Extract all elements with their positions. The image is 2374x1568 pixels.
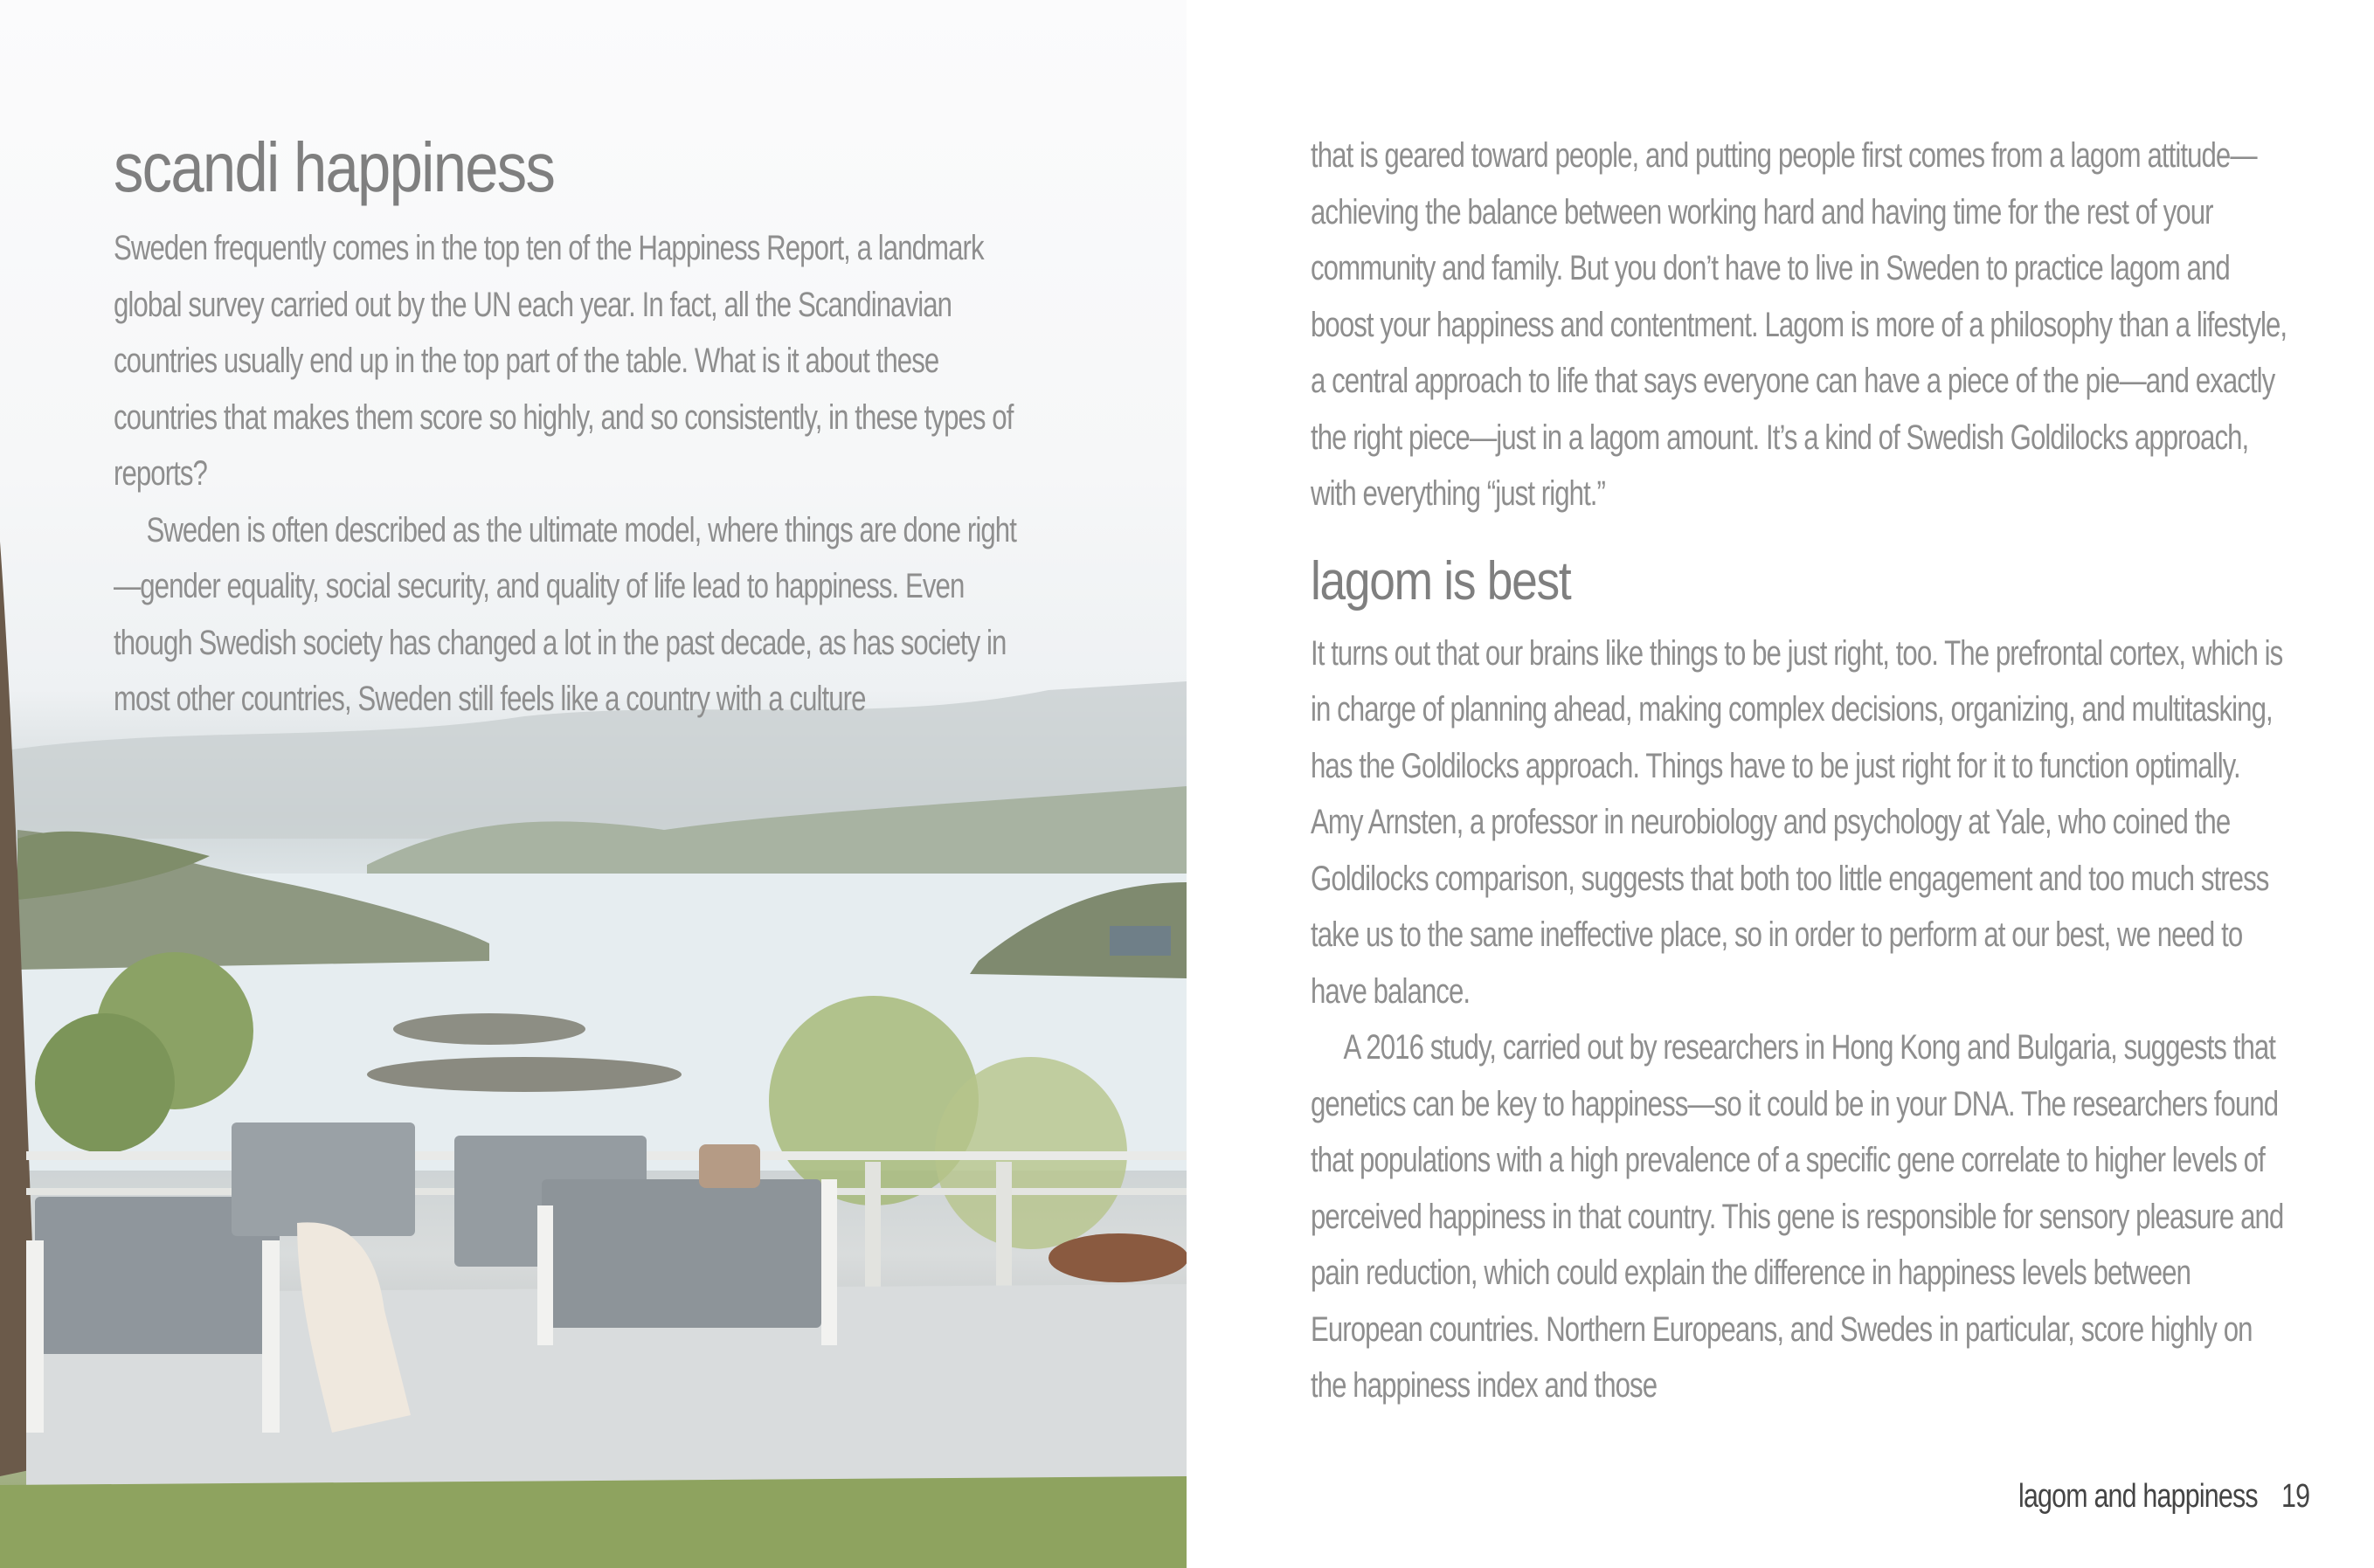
left-paragraph-2: Sweden is often described as the ultimate model, where things are done right—gender equality, social security, and quality of life lead to happiness. Even though Swedish society has changed a lot in the past decade, as has society in most other countries, Sweden still feels like a country with a culture [114, 510, 1016, 718]
left-paragraph-1: Sweden frequently comes in the top ten of the Happiness Report, a landmark global survey carried out by the UN each year. In fact, all the Scandinavian countries usually end up in the top part of the table. What is it about these countries that makes them score so highly, and so consistently, in these types of reports? [114, 229, 1014, 493]
right-paragraph-2: A 2016 study, carried out by researchers in Hong Kong and Bulgaria, suggests that genetics can be key to happiness—so it could be in your DNA. The researchers found that populations with a high prevalence of a specific gene correlate to higher levels of perceived happiness in that country. This gene is responsible for sensory pleasure and pain reduction, which could explain the difference in happiness levels between European countries. Northern Europeans, and Swedes in particular, score highly on the happiness index and those [1311, 1028, 2284, 1405]
running-title: lagom and happiness [2018, 1478, 2258, 1515]
right-paragraph-1: It turns out that our brains like things to be just right, too. The prefrontal cortex, which is in charge of planning ahead, making complex decisions, organizing, and multitasking, has the Goldilocks approach. Things have to be just right for it to function optimally. Amy Arnsten, a professor in neurobiology and psychology at Yale, who coined the Goldilocks comparison, suggests that both too little engagement and too much stress take us to the same ineffective place, so in order to perform at our best, we need to have balance. [1311, 633, 2283, 1011]
page-number: 19 [2281, 1478, 2310, 1515]
right-page-text [1311, 128, 2289, 1414]
section-heading-lagom-is-best: lagom is best [1311, 550, 1571, 611]
left-page-text [114, 122, 1040, 728]
right-intro-paragraph: that is geared toward people, and putting people first comes from a lagom attitude—achieving the balance between working hard and having time for the rest of your community and family. But you don’t have to live in Sweden to practice lagom and boost your happiness and contentment. Lagom is more of a philosophy than a lifestyle, a central approach to life that says everyone can have a piece of the pie—and exactly the right piece—just in a lagom amount. It’s a kind of Swedish Goldilocks approach, with everything “just right.” [1311, 136, 2287, 513]
section-heading-scandi-happiness: scandi happiness [114, 128, 555, 206]
page-footer [2018, 1478, 2309, 1516]
